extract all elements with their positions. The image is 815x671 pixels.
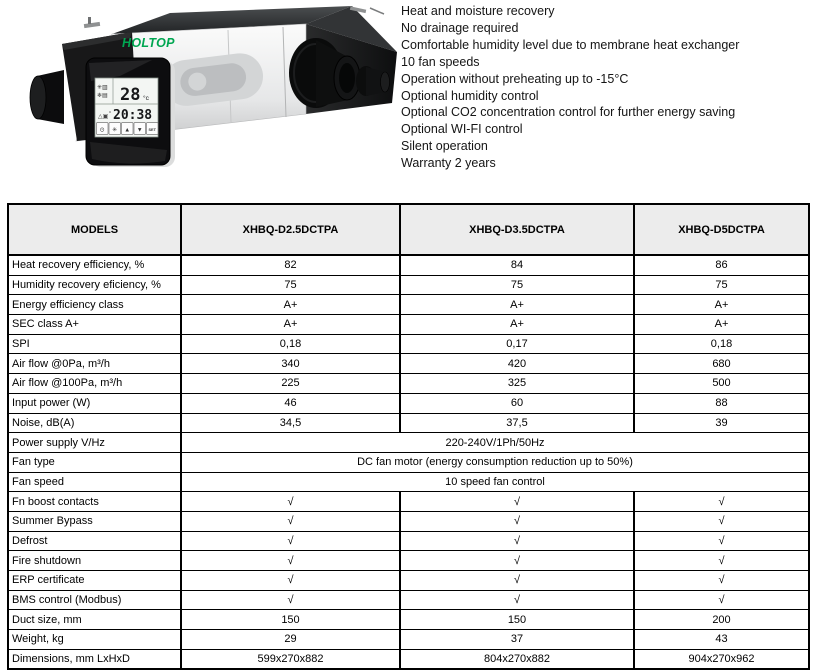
spec-value: √ <box>634 492 809 512</box>
spec-value: 75 <box>400 275 634 295</box>
spec-row <box>8 551 809 571</box>
spec-value: √ <box>400 571 634 591</box>
spec-table-header-row <box>8 204 809 255</box>
spec-row <box>8 590 809 610</box>
spec-row <box>8 472 809 492</box>
wall-controller-illustration <box>86 58 175 167</box>
spec-value: A+ <box>634 315 809 335</box>
spec-value: 150 <box>400 610 634 630</box>
mode-icons: ✳▥ <box>97 85 108 91</box>
spec-value: √ <box>400 590 634 610</box>
feature-item: Silent operation <box>401 139 488 154</box>
spec-row-label: Air flow @100Pa, m³/h <box>8 374 181 394</box>
controller-temp-unit: °c <box>143 95 149 102</box>
spec-row <box>8 393 809 413</box>
spec-value: 0,17 <box>400 334 634 354</box>
feature-item: Heat and moisture recovery <box>401 4 555 18</box>
set-button-label: SET <box>148 127 156 132</box>
second-duct-opening <box>381 72 390 92</box>
spec-row <box>8 374 809 394</box>
status-icons: △▣ <box>98 114 109 120</box>
spec-value: 34,5 <box>181 413 400 433</box>
spec-value: 804x270x882 <box>400 649 634 669</box>
feature-item: 10 fan speeds <box>401 54 480 69</box>
spec-value: √ <box>634 571 809 591</box>
spec-row-label: Fn boost contacts <box>8 492 181 512</box>
spec-value: √ <box>181 551 400 571</box>
spec-row <box>8 334 809 354</box>
spec-row <box>8 315 809 335</box>
spec-row <box>8 649 809 669</box>
controller-time: 20:38 <box>113 108 153 123</box>
product-photo <box>0 0 400 200</box>
spec-value: A+ <box>400 315 634 335</box>
spec-value: 599x270x882 <box>181 649 400 669</box>
spec-row <box>8 610 809 630</box>
spec-row <box>8 433 809 453</box>
spec-row <box>8 492 809 512</box>
spec-merged-value: 220-240V/1Ph/50Hz <box>181 433 809 453</box>
spec-value: 43 <box>634 630 809 650</box>
spec-row-label: Power supply V/Hz <box>8 433 181 453</box>
feature-item: Comfortable humidity level due to membrane heat exchanger <box>401 37 740 52</box>
spec-value: √ <box>181 590 400 610</box>
model-column-header: XHBQ-D3.5DCTPA <box>400 204 634 255</box>
spec-value: 200 <box>634 610 809 630</box>
spec-value: √ <box>181 511 400 531</box>
spec-row <box>8 413 809 433</box>
spec-merged-value: 10 speed fan control <box>181 472 809 492</box>
spec-value: A+ <box>181 315 400 335</box>
controller-temperature: 28 <box>120 85 141 105</box>
feature-item: Operation without preheating up to -15°C <box>401 71 629 86</box>
feature-item: Warranty 2 years <box>401 156 496 171</box>
spec-value: A+ <box>634 295 809 315</box>
spec-value: √ <box>634 590 809 610</box>
power-icon: ⊙ <box>99 127 105 134</box>
degree-icon: ° <box>109 111 111 117</box>
spec-value: 500 <box>634 374 809 394</box>
feature-item: Optional humidity control <box>401 88 539 103</box>
spec-value: √ <box>400 551 634 571</box>
spec-value: 325 <box>400 374 634 394</box>
spec-row-label: Air flow @0Pa, m³/h <box>8 354 181 374</box>
spec-row-label: Input power (W) <box>8 393 181 413</box>
spec-row-label: Defrost <box>8 531 181 551</box>
spec-row-label: Weight, kg <box>8 630 181 650</box>
spec-value: 904x270x962 <box>634 649 809 669</box>
spec-value: 82 <box>181 255 400 275</box>
left-duct-opening <box>30 76 46 119</box>
spec-value: 680 <box>634 354 809 374</box>
models-column-header: MODELS <box>8 204 181 255</box>
bracket-pin <box>370 8 384 14</box>
feature-item: No drainage required <box>401 20 519 35</box>
spec-value: 340 <box>181 354 400 374</box>
spec-value: 0,18 <box>181 334 400 354</box>
spec-value: 37 <box>400 630 634 650</box>
feature-list <box>401 3 811 172</box>
spec-row <box>8 630 809 650</box>
spec-value: 29 <box>181 630 400 650</box>
spec-value: 39 <box>634 413 809 433</box>
spec-value: 420 <box>400 354 634 374</box>
spec-row <box>8 571 809 591</box>
model-column-header: XHBQ-D5DCTPA <box>634 204 809 255</box>
bracket-pin <box>88 17 91 24</box>
spec-row-label: Fan speed <box>8 472 181 492</box>
spec-value: 88 <box>634 393 809 413</box>
spec-value: √ <box>400 492 634 512</box>
spec-row-label: SPI <box>8 334 181 354</box>
fan-icon: ✳ <box>112 127 118 134</box>
spec-row-label: Noise, dB(A) <box>8 413 181 433</box>
spec-value: 75 <box>181 275 400 295</box>
spec-row-label: Fan type <box>8 452 181 472</box>
right-duct-opening <box>339 63 355 93</box>
spec-row <box>8 531 809 551</box>
spec-value: 46 <box>181 393 400 413</box>
hrv-unit-illustration <box>30 6 397 141</box>
spec-row-label: Duct size, mm <box>8 610 181 630</box>
brand-logo: HOLTOP <box>122 36 175 50</box>
bracket-icon <box>84 22 100 28</box>
spec-row-label: Heat recovery efficiency, % <box>8 255 181 275</box>
model-column-header: XHBQ-D2.5DCTPA <box>181 204 400 255</box>
spec-value: 150 <box>181 610 400 630</box>
spec-table <box>7 203 810 670</box>
spec-value: 60 <box>400 393 634 413</box>
spec-row-label: ERP certificate <box>8 571 181 591</box>
spec-value: √ <box>400 531 634 551</box>
spec-value: √ <box>634 551 809 571</box>
arrow-up-icon: ▲ <box>124 127 131 134</box>
spec-value: A+ <box>181 295 400 315</box>
spec-row-label: BMS control (Modbus) <box>8 590 181 610</box>
spec-value: 0,18 <box>634 334 809 354</box>
spec-value: 225 <box>181 374 400 394</box>
spec-row <box>8 354 809 374</box>
spec-value: √ <box>400 511 634 531</box>
spec-value: 86 <box>634 255 809 275</box>
spec-row <box>8 452 809 472</box>
mode-icons: ❄▤ <box>97 93 108 99</box>
spec-row-label: Summer Bypass <box>8 511 181 531</box>
feature-item: Optional CO2 concentration control for further energy saving <box>401 105 736 120</box>
spec-value: √ <box>634 511 809 531</box>
hero-section <box>0 0 815 200</box>
feature-item: Optional WI-FI control <box>401 122 523 137</box>
spec-row <box>8 511 809 531</box>
spec-row <box>8 255 809 275</box>
spec-value: A+ <box>400 295 634 315</box>
spec-row <box>8 275 809 295</box>
spec-row-label: Energy efficiency class <box>8 295 181 315</box>
spec-merged-value: DC fan motor (energy consumption reduction up to 50%) <box>181 452 809 472</box>
spec-value: 84 <box>400 255 634 275</box>
spec-value: √ <box>634 531 809 551</box>
spec-row <box>8 295 809 315</box>
spec-value: 37,5 <box>400 413 634 433</box>
spec-value: √ <box>181 531 400 551</box>
spec-value: √ <box>181 492 400 512</box>
spec-value: 75 <box>634 275 809 295</box>
spec-row-label: Fire shutdown <box>8 551 181 571</box>
spec-row-label: SEC class A+ <box>8 315 181 335</box>
spec-row-label: Dimensions, mm LxHxD <box>8 649 181 669</box>
spec-row-label: Humidity recovery eficiency, % <box>8 275 181 295</box>
spec-value: √ <box>181 571 400 591</box>
arrow-down-icon: ▼ <box>136 127 143 134</box>
